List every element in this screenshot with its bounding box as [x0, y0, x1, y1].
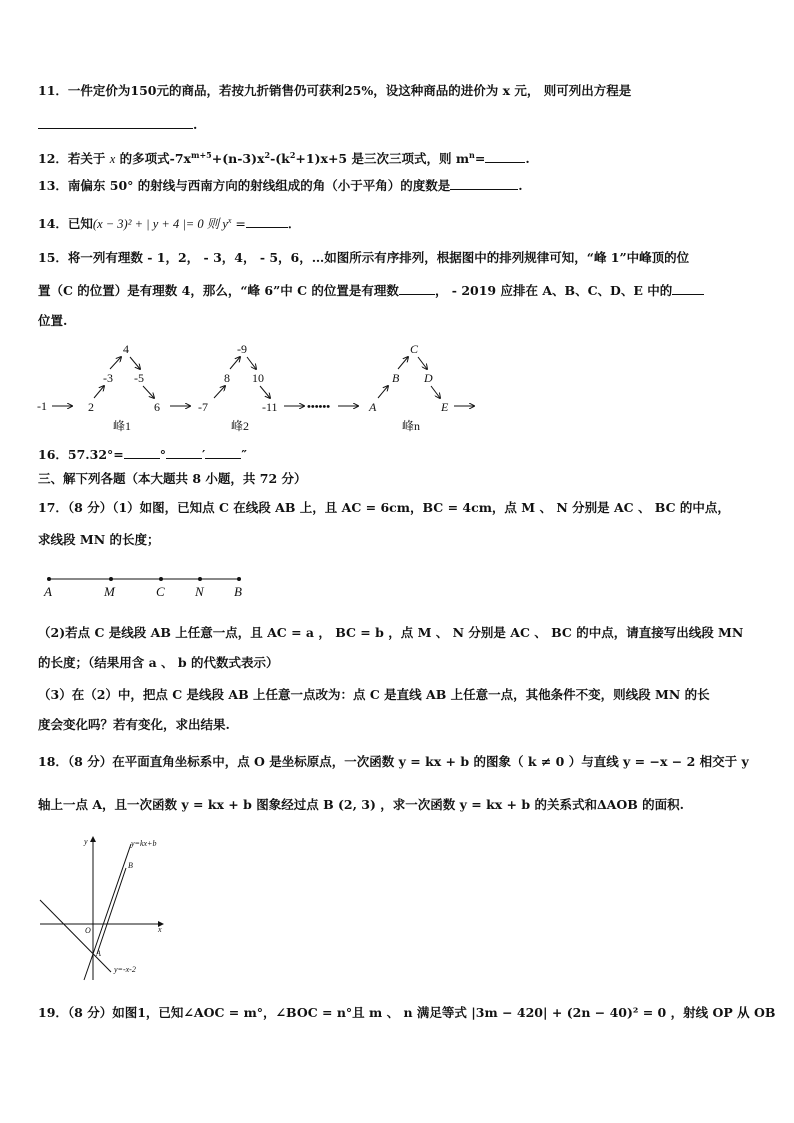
q12-sup4: n — [469, 150, 475, 160]
q11-answer-line — [38, 116, 197, 134]
diag-start: -1 — [37, 399, 47, 413]
q12-sup2: 2 — [264, 150, 271, 160]
segment-diagram — [38, 570, 258, 602]
pn-mr: D — [424, 371, 433, 385]
p2-br: -11 — [262, 400, 278, 414]
p2-mr: 10 — [252, 371, 264, 385]
q16-blank-deg[interactable] — [124, 448, 160, 459]
q12-mid3: -(k — [270, 151, 290, 167]
p1-bl: 2 — [88, 400, 94, 414]
q17-part3b: 度会变化吗？若有变化，求出结果. — [38, 717, 230, 732]
graph-point-B: B — [128, 861, 133, 870]
q14-blank[interactable] — [246, 217, 288, 228]
q15-line3: 位置. — [38, 313, 68, 328]
p1-top: 4 — [123, 342, 129, 356]
q17-part3a: （3）在（2）中，把点 C 是线段 AB 上任意一点改为：点 C 是直线 AB 上任意一点，其他条件不变，则线段 MN 的长 — [38, 687, 710, 702]
q15-blank2[interactable] — [672, 284, 704, 295]
q11-line1: 11．一件定价为150元的商品，若按九折销售仍可获利25%，设这种商品的进价为 x 元， 则可列出方程是 — [38, 83, 632, 98]
q12-mid: 的多项式-7x — [115, 151, 192, 167]
q15-blank1[interactable] — [399, 284, 435, 295]
q14-eq: = — [231, 216, 246, 232]
q14-tail: ． — [287, 216, 301, 232]
q12-mid2: +(n-3)x — [211, 151, 265, 167]
p1-ml: -3 — [103, 371, 113, 385]
q16-min: ′ — [202, 447, 206, 462]
q16-deg: ° — [159, 447, 167, 462]
pn-br: E — [441, 400, 449, 414]
q16-line — [38, 446, 247, 464]
q13-blank[interactable] — [450, 179, 518, 190]
q13-line — [38, 177, 523, 195]
q11-blank[interactable] — [38, 118, 193, 129]
p1-label: 峰1 — [113, 419, 132, 433]
graph-y-label: y — [84, 837, 88, 846]
coordinate-graph — [38, 832, 178, 982]
q18-line1: 18．（8 分）在平面直角坐标系中，点 O 是坐标原点，一次函数 y = kx + b 的图象（ k ≠ 0 ）与直线 y = −x − 2 相交于 y — [38, 754, 749, 769]
pn-bl: A — [369, 400, 377, 414]
seg-A: A — [44, 584, 52, 599]
q15-line2b: ， - 2019 应排在 A、B、C、D、E 中的 — [434, 283, 673, 298]
q12-pre: 12．若关于 — [38, 151, 110, 167]
q12-x: x — [109, 152, 116, 167]
pn-top: C — [410, 342, 419, 356]
q12-mid4: +1)x+5 是三次三项式，则 m — [295, 151, 470, 167]
q12-blank[interactable] — [485, 152, 525, 163]
q11-tail: . — [193, 117, 198, 132]
graph-line2-label: y=-x-2 — [114, 965, 136, 974]
q14-expr: (x − 3)² + | y + 4 |= 0 则 y — [92, 217, 228, 232]
p1-mr: -5 — [134, 371, 144, 385]
q17-line1: 17．（8 分）（1）如图，已知点 C 在线段 AB 上，且 AC = 6cm，BC = 4cm，点 M 、 N 分别是 AC 、 BC 的中点， — [38, 500, 730, 515]
q16-sec: ″ — [241, 447, 247, 462]
p1-br: 6 — [154, 400, 160, 414]
graph-origin-label: O — [85, 926, 91, 935]
p2-bl: -7 — [198, 400, 208, 414]
q18-line2: 轴上一点 A，且一次函数 y = kx + b 图象经过点 B (2, 3) ，求一次函数 y = kx + b 的关系式和ΔAOB 的面积. — [38, 797, 685, 812]
q16-blank-min[interactable] — [166, 448, 202, 459]
pn-label: 峰n — [402, 419, 421, 433]
q13-tail: . — [518, 178, 523, 193]
seg-B: B — [234, 584, 242, 599]
q17-part2b: 的长度；（结果用含 a 、 b 的代数式表示） — [38, 655, 279, 670]
pn-ml: B — [392, 371, 400, 385]
q16-blank-sec[interactable] — [205, 448, 241, 459]
p2-ml: 8 — [224, 371, 230, 385]
q19-line1: 19．（8 分）如图1，已知∠AOC = m°，∠BOC = n°且 m 、 n 满足等式 |3m − 420| + (2n − 40)² = 0 ，射线 OP 从 OB — [38, 1005, 776, 1020]
q15-line2a: 置（C 的位置）是有理数 4，那么，“峰 6”中 C 的位置是有理数 — [38, 283, 399, 298]
q17-line2: 求线段 MN 的长度； — [38, 532, 160, 547]
q12-tail: . — [525, 151, 530, 167]
q13-text: 13．南偏东 50° 的射线与西南方向的射线组成的角（小于平角）的度数是 — [38, 178, 451, 193]
graph-x-label: x — [158, 925, 162, 934]
q16-pre: 16．57.32°= — [38, 447, 124, 462]
graph-point-A: A — [96, 949, 101, 958]
q14-pre: 14．已知 — [38, 216, 93, 232]
seg-M: M — [104, 584, 115, 599]
p2-top: -9 — [237, 342, 247, 356]
seg-N: N — [195, 584, 204, 599]
p2-label: 峰2 — [231, 419, 250, 433]
q15-line2 — [38, 282, 704, 300]
q12-sup1: m+5 — [191, 150, 212, 160]
q14-line — [38, 212, 300, 233]
q17-part2a: （2)若点 C 是线段 AB 上任意一点，且 AC = a ， BC = b ，点 M 、 N 分别是 AC 、 BC 的中点，请直接写出线段 MN — [38, 625, 744, 640]
peak-diagram — [30, 338, 480, 438]
q15-line1: 15．将一列有理数 - 1，2， - 3，4， - 5，6，…如图所示有序排列，根据图中的排列规律可知，“峰 1”中峰顶的位 — [38, 250, 690, 265]
q12-mid5: = — [474, 151, 486, 167]
q12-line — [38, 146, 530, 168]
graph-line1-label: y=kx+b — [131, 839, 157, 848]
seg-C: C — [156, 584, 165, 599]
diag-dots: •••••• — [307, 401, 331, 413]
q12-sup3: 2 — [289, 150, 296, 160]
section-3-heading: 三、解下列各题（本大题共 8 小题，共 72 分） — [38, 471, 307, 486]
q14-sup: x — [227, 216, 232, 225]
